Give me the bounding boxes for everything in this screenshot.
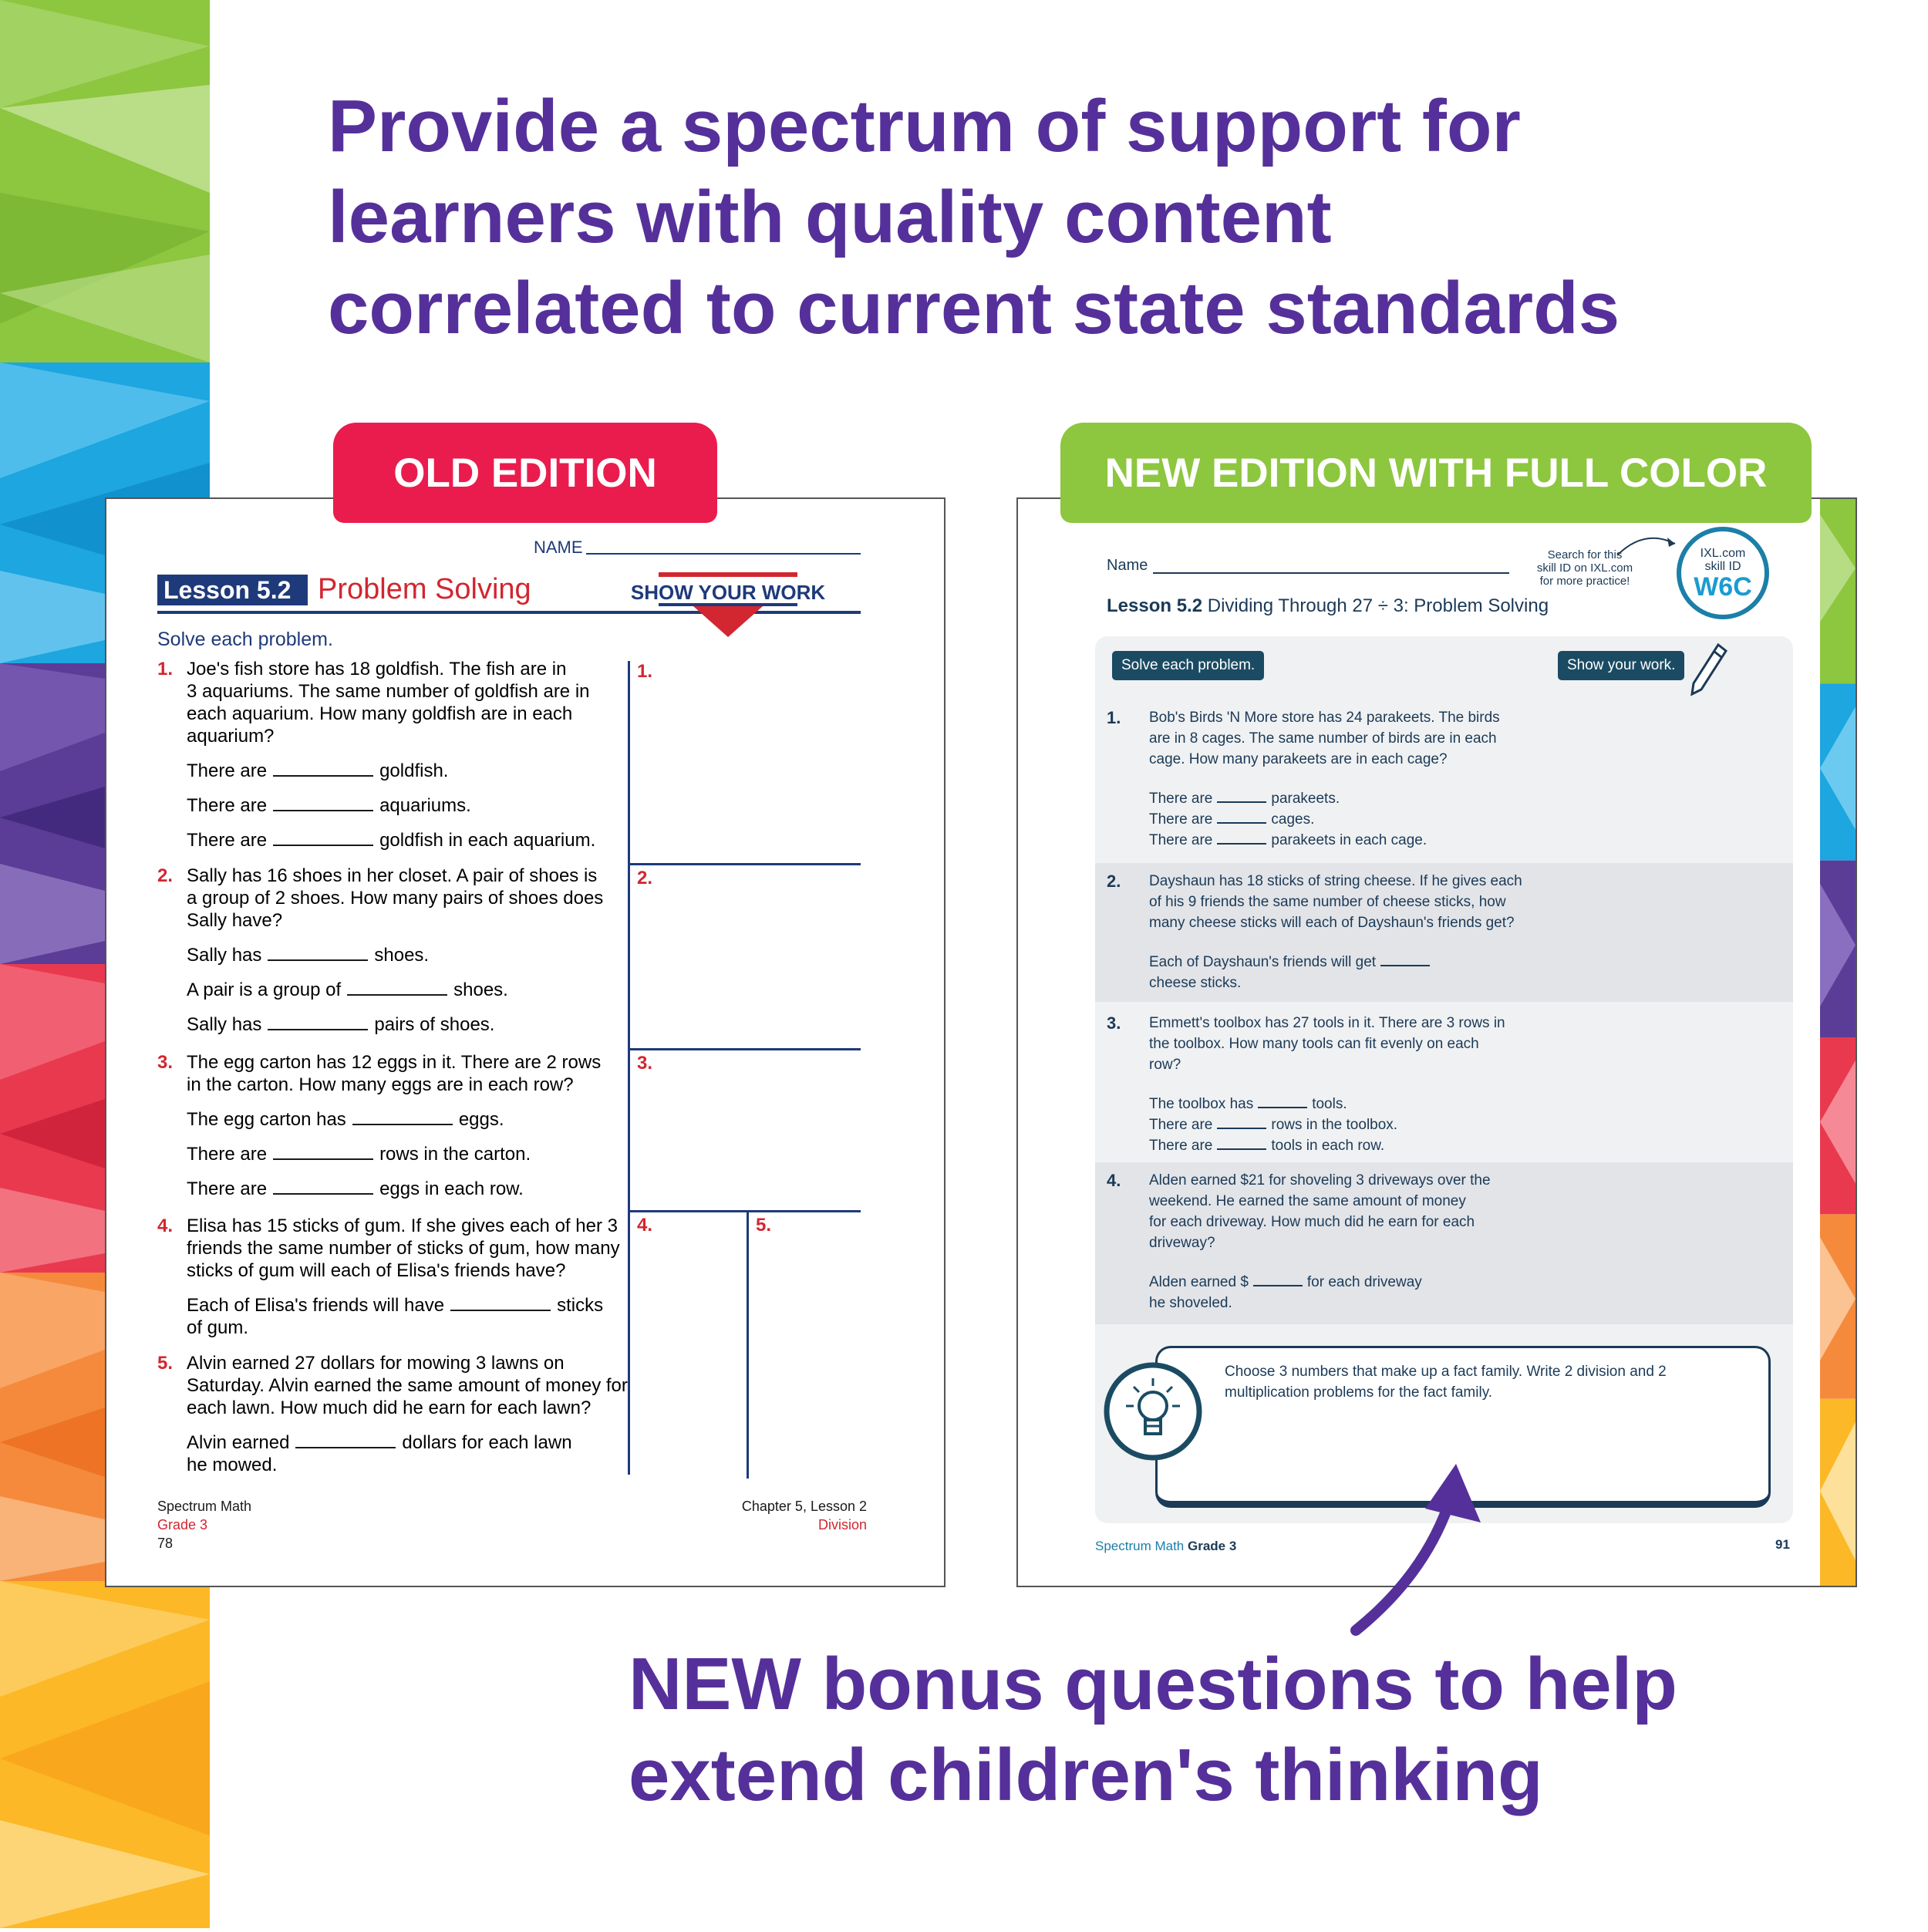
footer-chapter: Chapter 5, Lesson 2 xyxy=(741,1499,867,1514)
curved-arrow-icon xyxy=(1613,528,1683,559)
lesson-title: Problem Solving xyxy=(318,573,531,605)
footer-grade: Grade 3 xyxy=(1188,1539,1237,1553)
question-line: Alvin earned 27 dollars for mowing 3 lawns on xyxy=(187,1353,565,1374)
work-divider-vertical xyxy=(747,1212,749,1479)
answer-suffix: rows in the toolbox. xyxy=(1271,1117,1398,1133)
answer-prefix: The egg carton has xyxy=(187,1109,346,1130)
answer-suffix: rows in the carton. xyxy=(379,1144,531,1165)
footer-left xyxy=(157,1497,251,1553)
work-divider-horizontal xyxy=(628,863,861,865)
question-line: Elisa has 15 sticks of gum. If she gives each of her 3 xyxy=(187,1216,618,1236)
answer-prefix: A pair is a group of xyxy=(187,979,342,1000)
answer-suffix: goldfish. xyxy=(379,760,449,781)
work-label-4: 4. xyxy=(637,1215,653,1236)
answer-prefix: Alvin earned xyxy=(187,1432,290,1453)
question-5 xyxy=(157,1352,720,1476)
work-label-5: 5. xyxy=(756,1215,772,1236)
badge-code: W6C xyxy=(1694,572,1752,602)
answer-suffix: dollars for each lawn xyxy=(402,1432,572,1453)
answer-blank[interactable] xyxy=(1253,1273,1303,1286)
question-line: cage. How many parakeets are in each cage? xyxy=(1149,751,1448,767)
answer-line xyxy=(1149,809,1585,830)
question-line: Sally have? xyxy=(187,910,283,931)
answer-prefix: There are xyxy=(187,1144,268,1165)
question-line: row? xyxy=(1149,1057,1181,1073)
question-line: are in 8 cages. The same number of birds are in each xyxy=(1149,730,1497,747)
question-number: 2. xyxy=(157,865,174,886)
answer-blank[interactable] xyxy=(273,1145,373,1160)
question-line: the toolbox. How many tools can fit evenly on each xyxy=(1149,1036,1479,1052)
answer-suffix: for each driveway xyxy=(1306,1274,1422,1290)
lesson-label: Lesson 5.2 xyxy=(1107,595,1203,616)
lesson-heading xyxy=(1107,595,1549,617)
answer-line xyxy=(187,794,720,817)
main-headline xyxy=(328,81,1716,354)
question-line: in the carton. How many eggs are in each row? xyxy=(187,1074,574,1095)
name-label: Name xyxy=(1107,557,1148,574)
answer-prefix: There are xyxy=(187,795,268,816)
bonus-headline xyxy=(629,1639,1785,1821)
show-your-work-pill: Show your work. xyxy=(1558,651,1684,680)
answer-blank[interactable] xyxy=(268,1015,368,1030)
question-number: 4. xyxy=(1107,1171,1121,1190)
work-label-3: 3. xyxy=(637,1053,653,1074)
answer-line xyxy=(187,944,720,966)
answer-line xyxy=(187,1178,720,1200)
answer-blank[interactable] xyxy=(1217,789,1266,803)
question-4 xyxy=(1107,1170,1585,1313)
search-note-line: Search for this xyxy=(1547,548,1623,561)
answer-tail: he shoveled. xyxy=(1149,1295,1232,1311)
question-1 xyxy=(1107,707,1585,851)
answer-suffix: aquariums. xyxy=(379,795,471,816)
name-label: NAME xyxy=(534,538,583,557)
question-line: Sally has 16 shoes in her closet. A pair of shoes is xyxy=(187,865,598,886)
question-line: each lawn. How much did he earn for each lawn? xyxy=(187,1398,592,1418)
ixl-skill-badge xyxy=(1677,527,1769,619)
footer-series: Spectrum Math xyxy=(1095,1539,1185,1553)
question-line: sticks of gum will each of Elisa's friends have? xyxy=(187,1260,566,1281)
badge-site: IXL.com xyxy=(1700,547,1746,560)
answer-prefix: Each of Dayshaun's friends will get xyxy=(1149,954,1377,970)
pencil-icon xyxy=(1687,642,1727,697)
name-line xyxy=(1153,572,1509,574)
question-line: Bob's Birds 'N More store has 24 parakeets. The birds xyxy=(1149,710,1500,726)
answer-block xyxy=(1149,1094,1585,1156)
footer-page-number: 78 xyxy=(157,1536,174,1551)
color-strip xyxy=(1820,499,1856,1586)
answer-suffix: parakeets. xyxy=(1271,791,1340,807)
answer-line xyxy=(187,1108,720,1131)
question-text xyxy=(1149,707,1585,770)
instruction: Solve each problem. xyxy=(157,629,333,650)
question-line: The egg carton has 12 eggs in it. There are 2 rows xyxy=(187,1052,602,1073)
question-line: friends the same number of sticks of gum, how many xyxy=(187,1238,620,1259)
answer-prefix: Sally has xyxy=(187,1014,262,1035)
question-line: Joe's fish store has 18 goldfish. The fish are in xyxy=(187,659,567,679)
work-label-2: 2. xyxy=(637,868,653,888)
answer-suffix: eggs. xyxy=(458,1109,504,1130)
work-label-1: 1. xyxy=(637,661,653,682)
footer-page-number: 91 xyxy=(1775,1537,1790,1552)
answer-line xyxy=(187,1431,720,1454)
answer-line xyxy=(1149,952,1585,973)
bonus-question-text xyxy=(1225,1361,1718,1403)
answer-prefix: There are xyxy=(187,1178,268,1199)
answer-prefix: There are xyxy=(1149,811,1213,828)
question-number: 3. xyxy=(157,1052,174,1073)
question-line: of his 9 friends the same number of cheese sticks, how xyxy=(1149,894,1506,910)
answer-line xyxy=(1149,1094,1585,1114)
work-divider-horizontal xyxy=(628,1048,861,1050)
answer-suffix: sticks xyxy=(557,1295,604,1316)
answer-line xyxy=(187,979,720,1001)
headline-line-1: Provide a spectrum of support for xyxy=(328,85,1521,167)
answer-blank[interactable] xyxy=(273,796,373,811)
answer-line xyxy=(187,829,720,851)
answer-block xyxy=(1149,788,1585,851)
answer-prefix: There are xyxy=(1149,1138,1213,1154)
question-2 xyxy=(157,865,720,1036)
answer-suffix: tools in each row. xyxy=(1271,1138,1385,1154)
new-edition-page xyxy=(1016,497,1857,1587)
answer-blank[interactable] xyxy=(352,1110,453,1125)
question-number: 5. xyxy=(157,1353,174,1374)
answer-blank[interactable] xyxy=(273,831,373,846)
badge-label: skill ID xyxy=(1704,560,1741,573)
answer-blank[interactable] xyxy=(347,980,447,996)
bonus-line: multiplication problems for the fact family. xyxy=(1225,1384,1493,1401)
question-1 xyxy=(157,658,720,851)
answer-suffix: shoes. xyxy=(453,979,508,1000)
answer-blank[interactable] xyxy=(1217,810,1266,824)
answer-blank[interactable] xyxy=(273,761,373,777)
question-line: each aquarium. How many goldfish are in each xyxy=(187,703,573,724)
answer-blank[interactable] xyxy=(1217,831,1266,845)
question-line: for each driveway. How much did he earn for each xyxy=(1149,1214,1475,1230)
bonus-line: Choose 3 numbers that make up a fact family. Write 2 division and 2 xyxy=(1225,1364,1667,1380)
answer-prefix: There are xyxy=(187,830,268,851)
question-2 xyxy=(1107,871,1585,993)
footer-left xyxy=(1095,1539,1236,1554)
question-line: weekend. He earned the same amount of money xyxy=(1149,1193,1466,1209)
solve-each-problem-pill: Solve each problem. xyxy=(1112,651,1264,680)
footer-topic: Division xyxy=(817,1517,867,1532)
question-number: 2. xyxy=(1107,872,1121,891)
answer-line xyxy=(1149,1135,1585,1156)
question-number: 4. xyxy=(157,1216,174,1236)
question-line: Alden earned $21 for shoveling 3 driveways over the xyxy=(1149,1172,1491,1189)
question-line: many cheese sticks will each of Dayshaun's friends get? xyxy=(1149,915,1515,931)
answer-blank[interactable] xyxy=(1217,1115,1266,1129)
question-4 xyxy=(157,1215,720,1339)
answer-prefix: There are xyxy=(1149,791,1213,807)
lesson-label: Lesson 5.2 xyxy=(157,575,308,605)
callout-arrow-icon xyxy=(1334,1458,1496,1643)
answer-prefix: Each of Elisa's friends will have xyxy=(187,1295,445,1316)
answer-prefix: The toolbox has xyxy=(1149,1096,1254,1112)
answer-line xyxy=(1149,1114,1585,1135)
question-line: Saturday. Alvin earned the same amount of money for xyxy=(187,1375,628,1396)
answer-tail: he mowed. xyxy=(187,1455,278,1475)
question-line: a group of 2 shoes. How many pairs of shoes does xyxy=(187,888,604,909)
answer-line xyxy=(1149,830,1585,851)
question-line: 3 aquariums. The same number of goldfish are in xyxy=(187,681,590,702)
answer-line xyxy=(187,1143,720,1165)
question-text xyxy=(1149,1170,1585,1253)
question-text xyxy=(187,1352,720,1419)
answer-suffix: goldfish in each aquarium. xyxy=(379,830,596,851)
answer-prefix: There are xyxy=(187,760,268,781)
bonus-headline-line-2: extend children's thinking xyxy=(629,1734,1543,1816)
answer-line xyxy=(187,760,720,782)
answer-prefix: There are xyxy=(1149,1117,1213,1133)
answer-suffix: eggs in each row. xyxy=(379,1178,524,1199)
answer-suffix: cages. xyxy=(1271,811,1315,828)
answer-suffix: tools. xyxy=(1312,1096,1347,1112)
show-your-work-banner xyxy=(630,572,826,640)
footer-right xyxy=(742,1497,867,1534)
answer-block xyxy=(1149,1272,1585,1313)
answer-prefix: Sally has xyxy=(187,945,262,966)
show-your-work-text: SHOW YOUR WORK xyxy=(630,581,826,604)
question-3 xyxy=(1107,1013,1585,1156)
answer-suffix: parakeets in each cage. xyxy=(1271,832,1427,848)
question-line: aquarium? xyxy=(187,726,275,747)
footer-series: Spectrum Math xyxy=(157,1499,252,1514)
question-number: 3. xyxy=(1107,1013,1121,1033)
answer-blank[interactable] xyxy=(1217,1136,1266,1150)
search-note-line: skill ID on IXL.com xyxy=(1536,561,1633,575)
answer-tail: of gum. xyxy=(187,1317,249,1338)
answer-prefix: There are xyxy=(1149,832,1213,848)
question-number: 1. xyxy=(157,659,174,679)
lesson-title: Dividing Through 27 ÷ 3: Problem Solving xyxy=(1207,595,1549,616)
question-text xyxy=(1149,871,1585,933)
answer-blank[interactable] xyxy=(273,1179,373,1195)
question-number: 1. xyxy=(1107,708,1121,727)
headline-line-2: learners with quality content xyxy=(328,176,1332,258)
lightbulb-icon xyxy=(1103,1361,1203,1462)
answer-suffix: shoes. xyxy=(374,945,430,966)
bonus-headline-line-1: NEW bonus questions to help xyxy=(629,1643,1677,1725)
answer-prefix: Alden earned $ xyxy=(1149,1274,1249,1290)
answer-line xyxy=(187,1294,720,1317)
answer-blank[interactable] xyxy=(268,946,368,961)
answer-blank[interactable] xyxy=(1380,953,1430,966)
work-divider-vertical xyxy=(628,661,630,1475)
answer-blank[interactable] xyxy=(450,1296,551,1311)
footer-grade: Grade 3 xyxy=(157,1517,208,1532)
question-3 xyxy=(157,1051,720,1200)
search-note-line: for more practice! xyxy=(1539,575,1630,588)
new-edition-tab: NEW EDITION WITH FULL COLOR xyxy=(1060,423,1812,523)
answer-tail: cheese sticks. xyxy=(1149,975,1242,991)
answer-line xyxy=(187,1013,720,1036)
work-divider-horizontal xyxy=(628,1210,861,1212)
answer-blank[interactable] xyxy=(1258,1094,1307,1108)
question-text xyxy=(1149,1013,1585,1075)
question-line: Emmett's toolbox has 27 tools in it. There are 3 rows in xyxy=(1149,1015,1505,1031)
headline-line-3: correlated to current state standards xyxy=(328,267,1620,349)
old-edition-tab: OLD EDITION xyxy=(333,423,717,523)
answer-block xyxy=(1149,952,1585,993)
answer-blank[interactable] xyxy=(295,1433,396,1448)
answer-suffix: pairs of shoes. xyxy=(374,1014,495,1035)
answer-line xyxy=(1149,1272,1585,1293)
question-line: Dayshaun has 18 sticks of string cheese. If he gives each xyxy=(1149,873,1522,889)
answer-line xyxy=(1149,788,1585,809)
name-line xyxy=(586,553,861,555)
question-line: driveway? xyxy=(1149,1235,1215,1251)
old-edition-page xyxy=(105,497,945,1587)
